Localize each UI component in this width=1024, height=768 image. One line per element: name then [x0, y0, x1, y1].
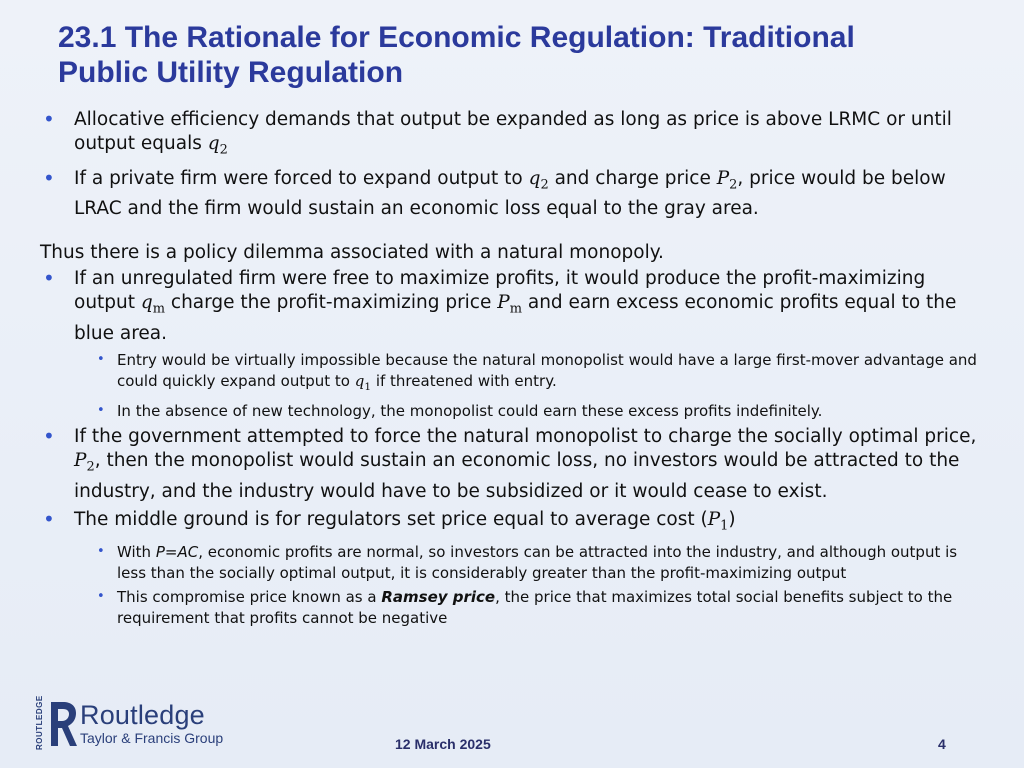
bullet-list-top — [40, 108, 990, 221]
math-p2: $P_2$ — [716, 167, 738, 193]
slide-content — [40, 108, 990, 632]
ramsey-price-term: Ramsey price — [381, 588, 496, 607]
bullet-government-force: • If the government attempted to force the natural monopolist to charge the socially optimal price, $P_2$, then the monopolist would sustain an economic loss, no investors would be attracted to the industry, and the industry would have to be subsidized or it would cease to exist. — [40, 425, 990, 504]
page-number: 4 — [938, 736, 946, 752]
routledge-r-icon — [47, 698, 77, 750]
logo-tagline: Taylor & Francis Group — [80, 730, 224, 746]
title-line-1: 23.1 The Rationale for Economic Regulation: Traditional — [58, 21, 855, 54]
math-q2: $q_2$ — [207, 133, 228, 158]
title-line-2: Public Utility Regulation — [58, 56, 404, 89]
logo-side-text: ROUTLEDGE — [35, 695, 44, 750]
bullet-unregulated-firm: • If an unregulated firm were free to maximize profits, it would produce the profit-maximizing output $q_m$ charge the profit-maximizing price $P_m$ and earn excess economic profits equal to the blue area. — [40, 267, 990, 346]
subbullet-no-new-technology: • In the absence of new technology, the monopolist could earn these excess profits indefinitely. — [40, 401, 990, 422]
math-p1: $P_1$ — [707, 508, 729, 534]
math-qm: $q_m$ — [140, 292, 166, 318]
dilemma-statement: Thus there is a policy dilemma associated with a natural monopoly. — [40, 242, 664, 264]
bullet-list-main — [40, 267, 990, 629]
footer-date: 12 March 2025 — [395, 736, 491, 752]
subbullet-entry-impossible: • Entry would be virtually impossible because the natural monopolist would have a large first-mover advantage and could quickly expand output to $q_1$ if threatened with entry. — [40, 350, 990, 398]
slide-title — [58, 20, 978, 90]
math-q1: $q_1$ — [354, 372, 372, 394]
routledge-logo — [35, 695, 225, 752]
p-equals-ac-term: P=AC — [155, 543, 199, 562]
math-q2: $q_2$ — [528, 167, 549, 193]
subbullet-p-equals-ac: • With P=AC, economic profits are normal, so investors can be attracted into the industry, and although output is less than the socially optimal output, it is considerably greater than the profit-maximizing output — [40, 542, 990, 584]
math-p2: $P_2$ — [74, 450, 95, 475]
bullet-middle-ground: • The middle ground is for regulators set price equal to average cost $(P_1)$ — [40, 508, 990, 539]
logo-wordmark: Routledge — [80, 700, 205, 730]
bullet-allocative-efficiency: • Allocative efficiency demands that output be expanded as long as price is above LRMC or until output equals $q_2$ — [40, 108, 990, 163]
bullet-private-firm: • If a private firm were forced to expand output to $q_2$ and charge price $P_2$, price would be below LRAC and the firm would sustain an economic loss equal to the gray area. — [40, 167, 990, 222]
math-pm: $P_m$ — [497, 292, 522, 318]
subbullet-ramsey-price: • This compromise price known as a Ramsey price, the price that maximizes total social benefits subject to the requirement that profits cannot be negative — [40, 587, 990, 629]
